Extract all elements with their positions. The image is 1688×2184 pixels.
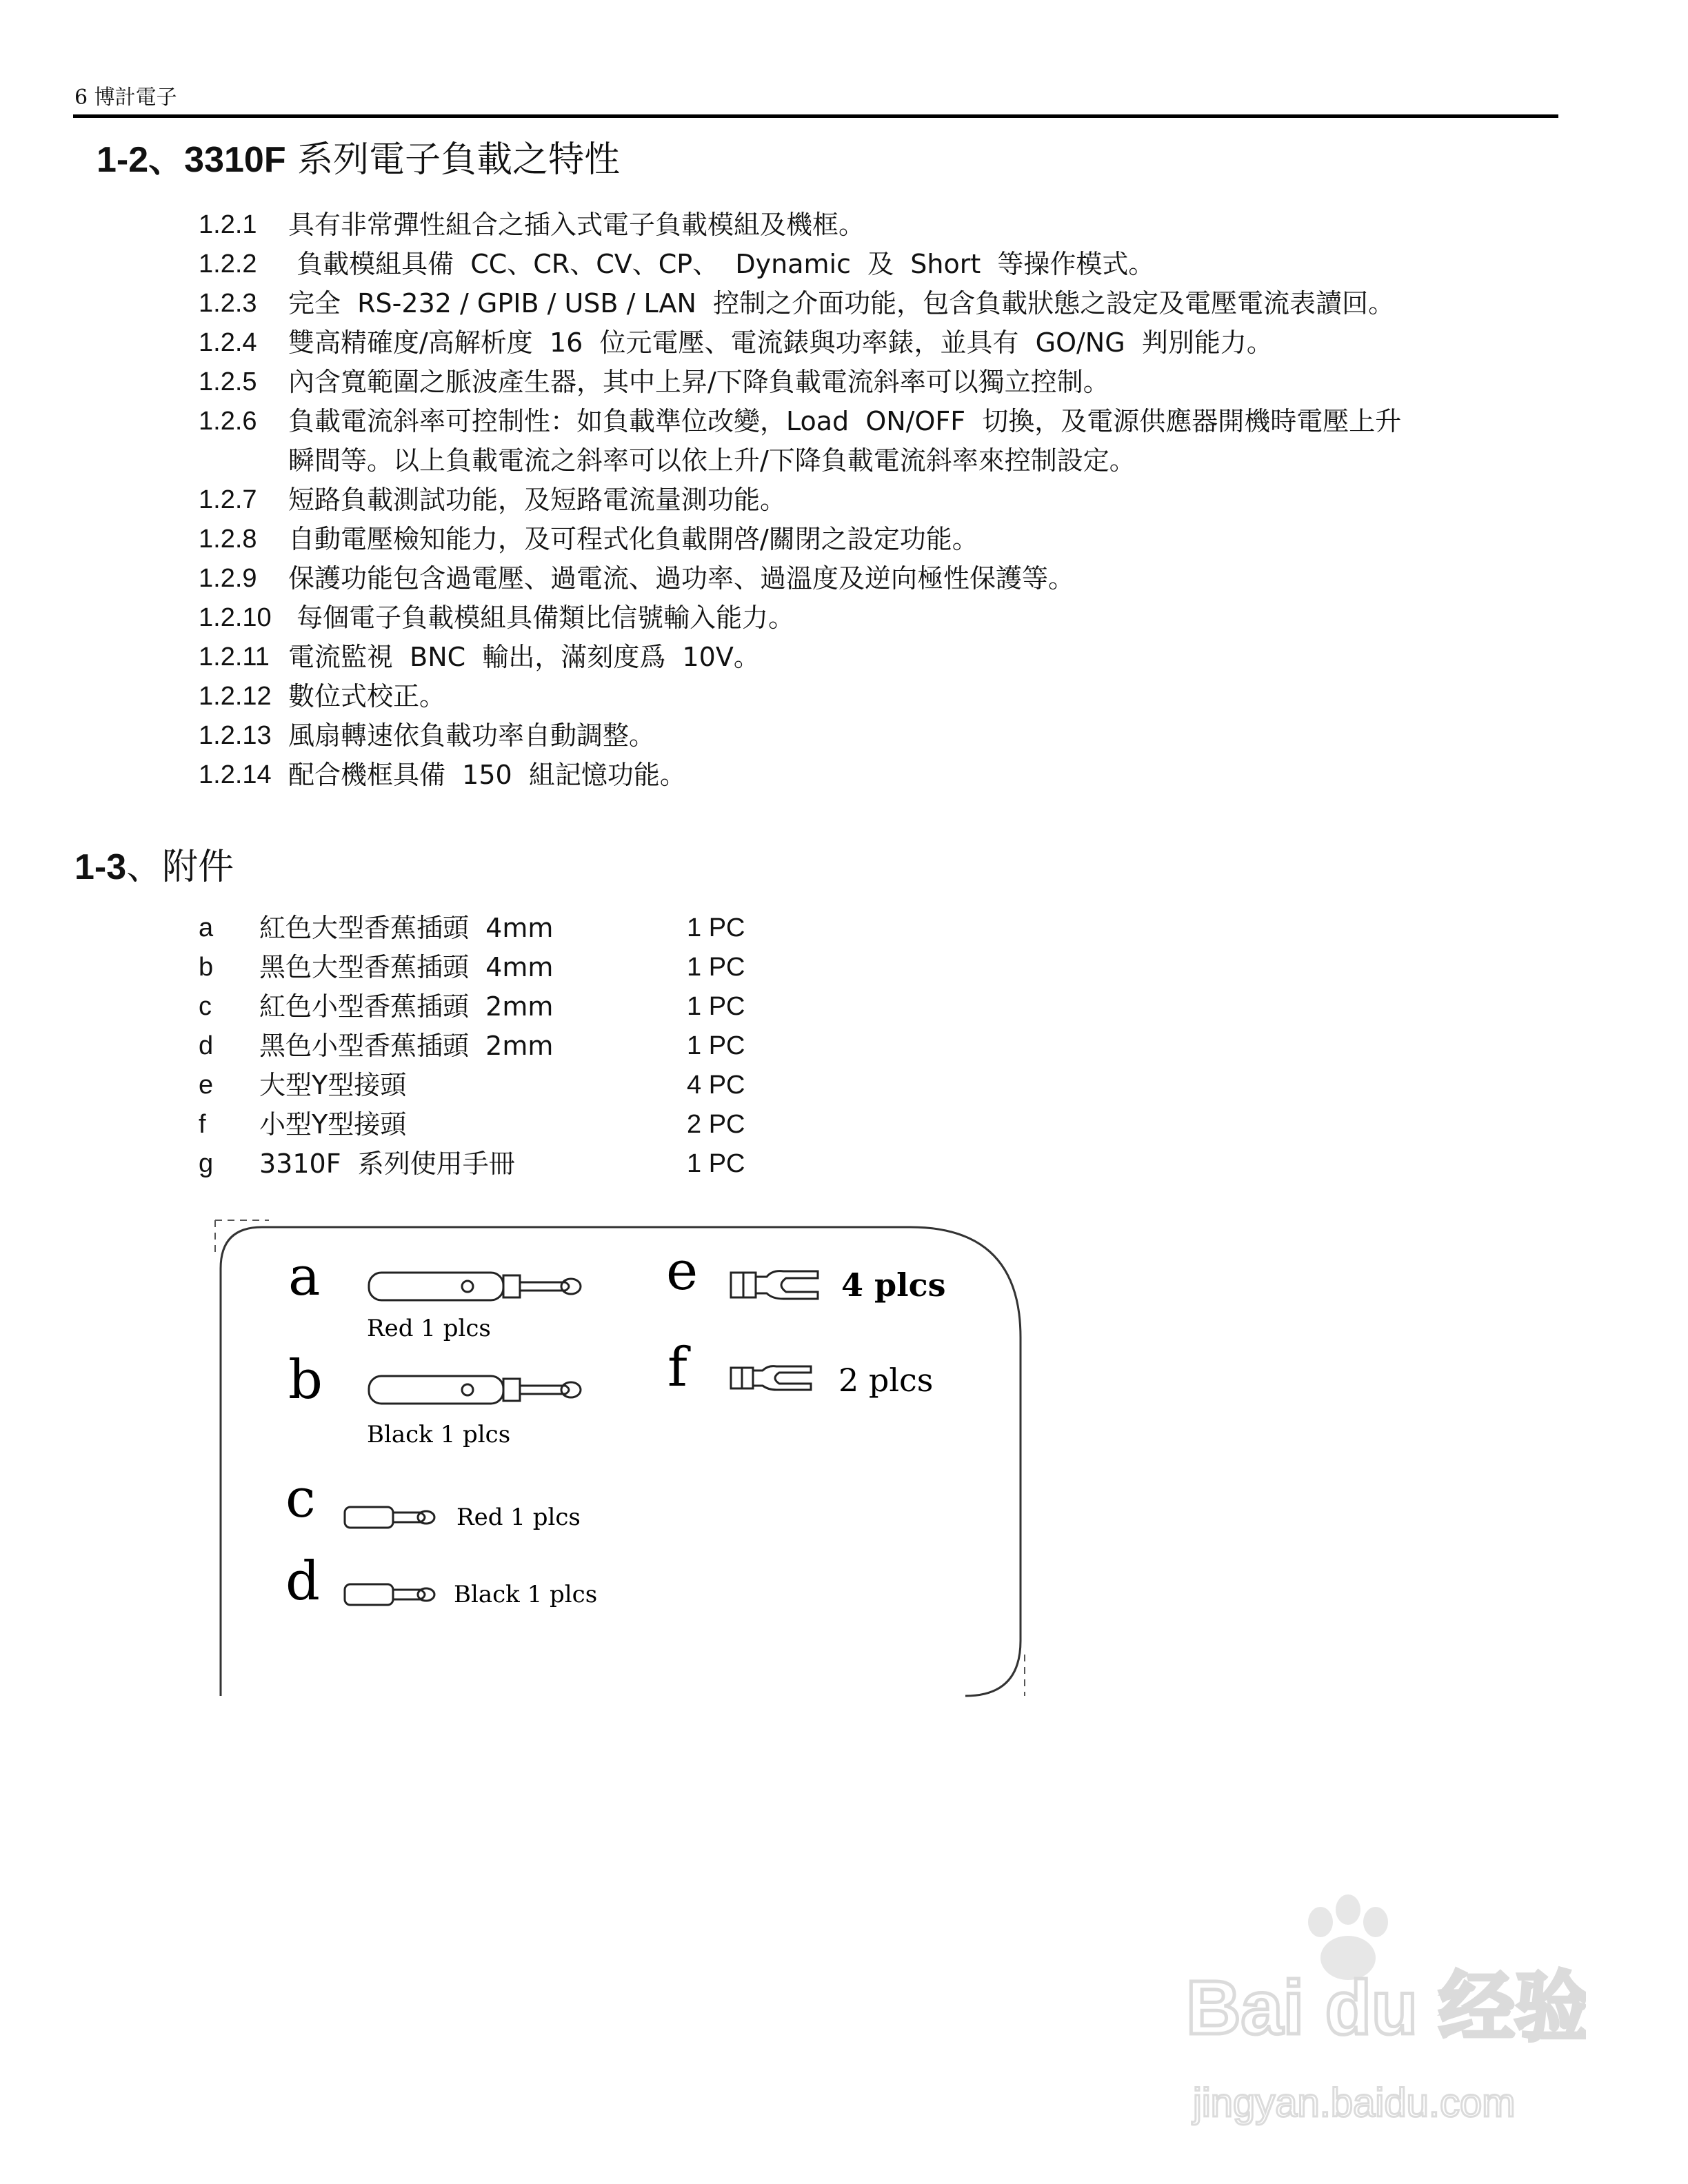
accessory-item — [199, 909, 745, 948]
feature-text-block — [288, 402, 1401, 481]
accessory-item — [199, 948, 745, 987]
feature-number: 1.2.3 — [199, 289, 257, 318]
section-1-3-number: 1-3 — [74, 847, 127, 887]
illus-caption-f: 2 plcs — [838, 1362, 934, 1399]
accessory-item — [199, 1144, 745, 1184]
accessory-key: c — [199, 992, 212, 1021]
watermark-brand: Bai du 经验 — [1186, 1965, 1586, 2050]
feature-item — [199, 638, 1578, 677]
accessory-quantity: 1 PC — [687, 992, 745, 1021]
feature-item — [199, 598, 1578, 638]
feature-item — [199, 402, 1578, 481]
feature-item — [199, 520, 1578, 559]
accessory-list — [199, 909, 745, 1184]
accessory-item — [199, 1105, 745, 1144]
feature-text-block — [288, 481, 786, 520]
accessory-quantity: 2 PC — [687, 1110, 745, 1139]
accessory-name: 大型Y型接頭 — [259, 1070, 407, 1100]
accessory-name: 小型Y型接頭 — [259, 1109, 407, 1140]
feature-text: 自動電壓檢知能力，及可程式化負載開啓/關閉之設定功能。 — [288, 524, 978, 554]
feature-text: 負載電流斜率可控制性：如負載準位改變，Load ON/OFF 切換，及電源供應器開機時電壓上升 — [288, 406, 1402, 436]
section-1-2-number: 1-2、3310F — [97, 140, 286, 180]
accessory-item — [199, 1027, 745, 1066]
accessory-key: e — [199, 1071, 214, 1100]
feature-text: 內含寬範圍之脈波產生器，其中上昇/下降負載電流斜率可以獨立控制。 — [288, 367, 1109, 397]
accessory-item — [199, 1066, 745, 1105]
feature-text: 完全 RS-232 / GPIB / USB / LAN 控制之介面功能，包含負載狀態之設定及電壓電流表讀回。 — [288, 288, 1395, 318]
feature-text-block — [288, 716, 655, 756]
accessory-name: 紅色小型香蕉插頭 2mm — [259, 991, 554, 1022]
feature-item — [199, 284, 1578, 323]
illus-caption-e: 4 plcs — [841, 1266, 946, 1304]
feature-text: 風扇轉速依負載功率自動調整。 — [288, 720, 656, 751]
feature-text-continuation: 瞬間等。以上負載電流之斜率可以依上升/下降負載電流斜率來控制設定。 — [288, 445, 1136, 476]
feature-item — [199, 245, 1578, 284]
feature-number: 1.2.9 — [199, 564, 257, 593]
feature-text: 具有非常彈性組合之插入式電子負載模組及機框。 — [288, 210, 865, 240]
feature-text-block — [288, 284, 1394, 323]
feature-number: 1.2.13 — [199, 721, 272, 750]
feature-item — [199, 363, 1578, 402]
feature-number: 1.2.2 — [199, 250, 257, 279]
illus-letter-d: d — [285, 1550, 320, 1612]
feature-text-block — [288, 559, 1074, 598]
feature-text-block — [288, 756, 686, 795]
feature-text: 配合機框具備 150 組記憶功能。 — [288, 760, 686, 790]
illus-letter-c: c — [285, 1468, 316, 1530]
section-1-3-title: 、附件 — [126, 847, 234, 888]
illus-caption-d: Black 1 plcs — [454, 1581, 598, 1608]
feature-text: 保護功能包含過電壓、過電流、過功率、過溫度及逆向極性保護等。 — [288, 563, 1075, 594]
feature-number: 1.2.7 — [199, 485, 257, 514]
page-number: 6 — [74, 85, 88, 110]
feature-text: 負載模組具備 CC、CR、CV、CP、 Dynamic 及 Short 等操作模式。 — [288, 249, 1155, 279]
accessory-quantity: 1 PC — [687, 953, 745, 982]
feature-item — [199, 559, 1578, 598]
accessory-item — [199, 987, 745, 1027]
feature-item — [199, 716, 1578, 756]
feature-number: 1.2.14 — [199, 760, 272, 789]
publisher-name: 博計電子 — [94, 85, 177, 110]
watermark-url: jingyan.baidu.com — [1193, 2081, 1516, 2125]
illus-caption-c: Red 1 plcs — [456, 1504, 581, 1531]
feature-number: 1.2.10 — [199, 603, 272, 632]
feature-number: 1.2.6 — [199, 407, 257, 436]
header-rule — [73, 114, 1558, 118]
page-header — [74, 80, 177, 110]
accessory-key: a — [199, 913, 214, 942]
accessory-name: 黑色大型香蕉插頭 4mm — [259, 952, 554, 982]
accessory-illustration — [207, 1213, 1034, 1710]
feature-number: 1.2.5 — [199, 367, 257, 396]
accessory-name: 黑色小型香蕉插頭 2mm — [259, 1031, 554, 1061]
small-y-terminal-icon — [731, 1366, 811, 1390]
feature-item — [199, 205, 1578, 245]
accessory-name: 3310F 系列使用手冊 — [259, 1149, 515, 1179]
feature-text: 電流監視 BNC 輸出，滿刻度爲 10V。 — [288, 642, 760, 672]
small-banana-plug-icon — [345, 1507, 434, 1528]
feature-text-block — [288, 677, 445, 716]
large-y-terminal-icon — [731, 1271, 818, 1299]
feature-number: 1.2.1 — [199, 210, 257, 239]
feature-text-block — [288, 205, 865, 245]
feature-text: 短路負載測試功能，及短路電流量測功能。 — [288, 485, 787, 515]
section-1-3-heading — [74, 847, 234, 888]
illus-letter-f: f — [667, 1337, 687, 1399]
illus-letter-e: e — [666, 1240, 699, 1302]
large-banana-plug-icon — [369, 1376, 581, 1404]
accessory-key: f — [199, 1110, 206, 1139]
accessory-quantity: 1 PC — [687, 1149, 745, 1178]
feature-text-block — [288, 245, 1154, 284]
feature-item — [199, 677, 1578, 716]
feature-text: 每個電子負載模組具備類比信號輸入能力。 — [288, 603, 795, 633]
illus-caption-b: Black 1 plcs — [367, 1421, 511, 1448]
accessory-quantity: 1 PC — [687, 913, 745, 942]
feature-text-block — [288, 363, 1109, 402]
feature-item — [199, 481, 1578, 520]
feature-text-block — [288, 323, 1273, 363]
accessory-quantity: 4 PC — [687, 1071, 745, 1100]
feature-number: 1.2.12 — [199, 682, 272, 711]
accessory-key: b — [199, 953, 214, 982]
illus-caption-a: Red 1 plcs — [367, 1315, 491, 1342]
accessory-key: d — [199, 1031, 214, 1060]
feature-number: 1.2.11 — [199, 643, 270, 671]
illus-letter-b: b — [288, 1349, 323, 1411]
illus-letter-a: a — [288, 1246, 321, 1308]
accessory-name: 紅色大型香蕉插頭 4mm — [259, 913, 554, 943]
accessory-drawing — [207, 1213, 1034, 1710]
feature-item — [199, 323, 1578, 363]
watermark-drawing — [1172, 1889, 1586, 2137]
feature-item — [199, 756, 1578, 795]
feature-list — [199, 205, 1578, 795]
large-banana-plug-icon — [369, 1273, 581, 1300]
feature-text: 雙高精確度/高解析度 16 位元電壓、電流錶與功率錶，並具有 GO/NG 判別能力。 — [288, 327, 1273, 358]
small-banana-plug-icon — [345, 1584, 434, 1605]
feature-text-block — [288, 520, 978, 559]
feature-number: 1.2.4 — [199, 328, 257, 357]
feature-text-block — [288, 638, 760, 677]
accessory-quantity: 1 PC — [687, 1031, 745, 1060]
feature-text-block — [288, 598, 794, 638]
section-1-2-heading — [97, 139, 620, 181]
feature-number: 1.2.8 — [199, 525, 257, 554]
baidu-watermark — [1172, 1889, 1586, 2137]
feature-text: 數位式校正。 — [288, 681, 446, 711]
section-1-2-title: 系列電子負載之特性 — [297, 139, 621, 181]
accessory-key: g — [199, 1149, 214, 1178]
